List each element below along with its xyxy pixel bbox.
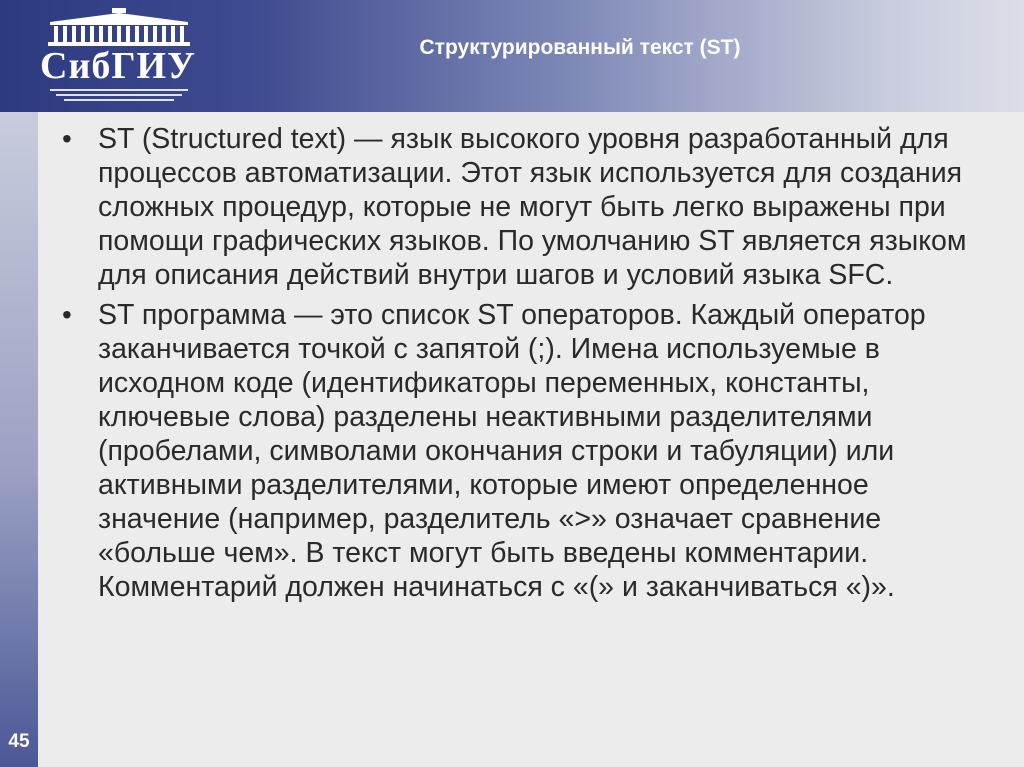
logo-wordmark: СибГИУ xyxy=(40,45,196,87)
bullet-dot-icon: • xyxy=(62,123,72,154)
bullet-item xyxy=(62,122,982,292)
left-decorative-bar xyxy=(0,112,38,767)
bullet-item xyxy=(62,298,982,604)
bullet-text: ST (Structured text) — язык высокого уровня разработанный для процессов автоматизации. Этот язык используется для создания сложных процедур, которые не могут быть легко выражены при помощи графических языков. По умолчанию ST является языком для описания действий внутри шагов и условий языка SFC. xyxy=(98,123,967,291)
slide-title: Структурированный текст (ST) xyxy=(419,36,741,59)
slide-number: 45 xyxy=(8,731,30,752)
bullet-list xyxy=(62,122,982,610)
building-emblem-icon xyxy=(46,8,192,48)
university-logo xyxy=(38,8,198,104)
logo-subtitle-lines xyxy=(50,88,188,102)
slide-header xyxy=(0,0,1024,112)
bullet-dot-icon: • xyxy=(62,299,72,330)
bullet-text: ST программа — это список ST операторов. Каждый оператор заканчивается точкой с запятой (;). Имена используемые в исходном коде (идентификаторы переменных, константы, ключевые слова) разделены неактивными разделителями (пробелами, символами окончания строки и табуляции) или активными разделителями, которые имеют определенное значение (например, разделитель «>» означает сравнение «больше чем». В текст могут быть введены комментарии. Комментарий должен начинаться с «(» и заканчиваться «)». xyxy=(98,299,926,603)
